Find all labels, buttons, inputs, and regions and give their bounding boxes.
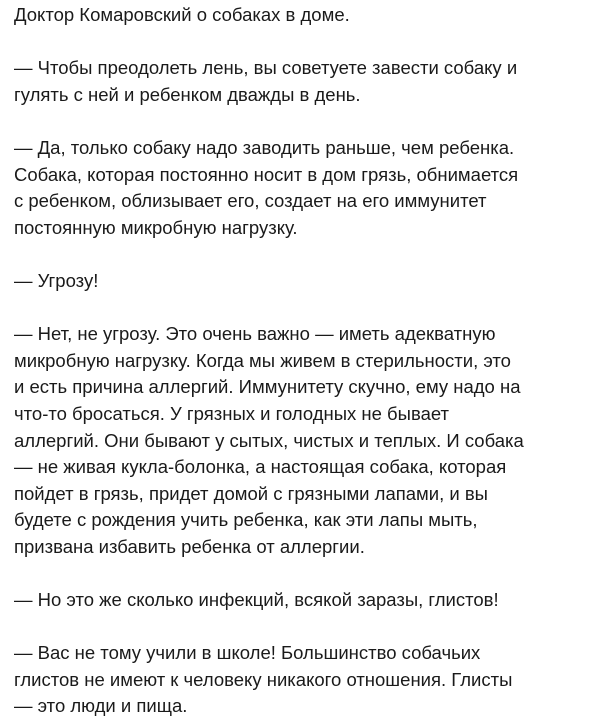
paragraph-question-3: — Но это же сколько инфекций, всякой заразы, глистов! [14,589,499,611]
paragraph-question-1: — Чтобы преодолеть лень, вы советуете завести собаку и гулять с ней и ребенком дважды в день. [14,57,518,105]
paragraph-answer-1: — Да, только собаку надо заводить раньше, чем ребенка. Собака, которая постоянно носит в дом грязь, обнимается с ребенком, облизывает его, создает на его иммунитет постоянную микробную нагрузку. [14,136,519,238]
article-title: Доктор Комаровский о собаках в доме. [14,4,350,25]
paragraph-question-2: — Угрозу! [14,269,99,291]
paragraph-answer-2: — Нет, не угрозу. Это очень важно — иметь адекватную микробную нагрузку. Когда мы живем в стерильности, это и есть причина аллергий. Иммунитету скучно, ему надо на что-то бросаться. У грязных и голодных не бывает аллергий. Они бывают у сытых, чистых и теплых. И собака — не живая кукла-болонка, а настоящая собака, которая пойдет в грязь, придет домой с грязными лапами, и вы будете с рождения учить ребенка, как эти лапы мыть, призвана избавить ребенка от аллергии. [14,323,524,557]
paragraph-answer-3: — Вас не тому учили в школе! Большинство собачьих глистов не имеют к человеку никакого отношения. Глисты — это люди и пища. [14,642,513,717]
